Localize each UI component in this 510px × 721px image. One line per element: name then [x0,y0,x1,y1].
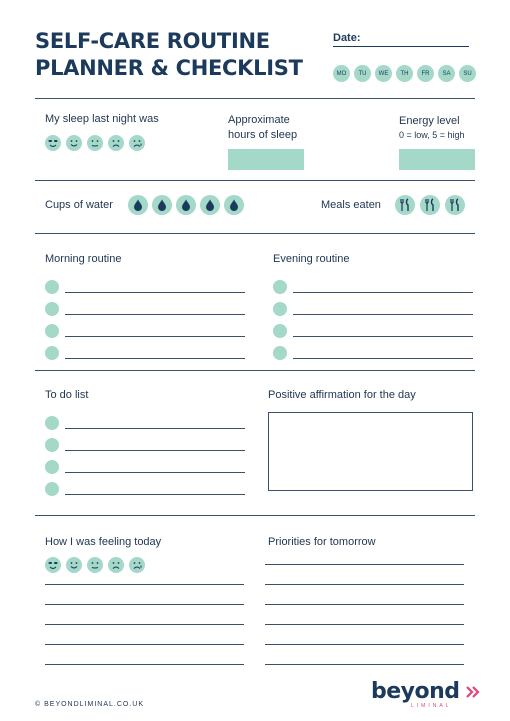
chevrons-right-icon [466,686,480,698]
copyright-text: © BEYONDLIMINAL.CO.UK [35,701,145,708]
write-line[interactable] [65,358,245,359]
water-drop-icon[interactable] [176,195,196,215]
morning-routine-label: Morning routine [45,253,122,265]
divider [35,370,475,371]
water-drop-icon[interactable] [152,195,172,215]
water-drop-icon[interactable] [200,195,220,215]
list-item[interactable] [45,316,245,338]
priorities-write-line[interactable] [265,664,464,665]
logo-subtitle: LIMINAL [411,703,452,709]
checkbox[interactable] [45,438,59,452]
brand-logo [371,681,460,709]
feeling-label: How I was feeling today [45,536,162,548]
todo-list [45,408,245,496]
water-cups [128,195,244,215]
neutral-face-icon[interactable] [87,557,103,573]
page-title [35,28,303,82]
priorities-label: Priorities for tomorrow [268,536,376,548]
cool-face-icon[interactable] [45,135,61,151]
list-item[interactable] [273,316,473,338]
checkbox[interactable] [45,460,59,474]
write-line[interactable] [65,292,245,293]
affirmation-input[interactable] [268,412,473,491]
crying-face-icon[interactable] [129,557,145,573]
list-item[interactable] [45,338,245,360]
checkbox[interactable] [273,280,287,294]
happy-face-icon[interactable] [66,557,82,573]
list-item[interactable] [45,272,245,294]
day-mo[interactable]: MO [333,65,350,82]
cutlery-icon[interactable] [395,195,415,215]
write-line[interactable] [293,358,473,359]
list-item[interactable] [45,408,245,430]
checkbox[interactable] [273,346,287,360]
feeling-write-line[interactable] [45,584,244,585]
crying-face-icon[interactable] [129,135,145,151]
list-item[interactable] [273,338,473,360]
energy-scale: 0 = low, 5 = high [399,130,465,140]
sleep-label: My sleep last night was [45,113,159,125]
checkbox[interactable] [45,416,59,430]
list-item[interactable] [45,294,245,316]
feeling-write-line[interactable] [45,604,244,605]
cutlery-icon[interactable] [445,195,465,215]
priorities-write-line[interactable] [265,564,464,565]
checkbox[interactable] [273,324,287,338]
sleep-mood-faces [45,135,145,151]
meals-eaten [395,195,465,215]
write-line[interactable] [65,450,245,451]
title-line-2: PLANNER & CHECKLIST [35,56,303,80]
day-tu[interactable]: TU [354,65,371,82]
day-we[interactable]: WE [375,65,392,82]
feeling-write-line[interactable] [45,664,244,665]
checkbox[interactable] [45,280,59,294]
divider [35,98,475,99]
energy-level-input[interactable] [399,149,475,170]
date-field[interactable] [333,46,469,47]
feeling-write-line[interactable] [45,624,244,625]
logo-wordmark: beyond [371,679,460,704]
day-sa[interactable]: SA [438,65,455,82]
date-label: Date: [333,32,361,44]
checkbox[interactable] [273,302,287,316]
day-su[interactable]: SU [459,65,476,82]
evening-routine-list [273,272,473,360]
write-line[interactable] [65,494,245,495]
write-line[interactable] [293,336,473,337]
affirmation-label: Positive affirmation for the day [268,389,416,401]
list-item[interactable] [45,430,245,452]
energy-label: Energy level [399,115,460,127]
divider [35,515,475,516]
divider [35,180,475,181]
title-line-1: SELF-CARE ROUTINE [35,29,270,53]
sleep-hours-label-line2: hours of sleep [228,129,298,141]
divider [35,233,475,234]
weekday-selector [333,65,476,82]
write-line[interactable] [293,314,473,315]
priorities-write-line[interactable] [265,584,464,585]
write-line[interactable] [293,292,473,293]
list-item[interactable] [273,272,473,294]
cutlery-icon[interactable] [420,195,440,215]
day-th[interactable]: TH [396,65,413,82]
cool-face-icon[interactable] [45,557,61,573]
checkbox[interactable] [45,346,59,360]
priorities-write-line[interactable] [265,644,464,645]
feeling-write-line[interactable] [45,644,244,645]
priorities-write-line[interactable] [265,604,464,605]
sleep-hours-input[interactable] [228,149,304,170]
list-item[interactable] [45,452,245,474]
water-drop-icon[interactable] [224,195,244,215]
priorities-write-line[interactable] [265,624,464,625]
sad-face-icon[interactable] [108,135,124,151]
write-line[interactable] [65,428,245,429]
checkbox[interactable] [45,302,59,316]
evening-routine-label: Evening routine [273,253,350,265]
checkbox[interactable] [45,482,59,496]
checkbox[interactable] [45,324,59,338]
list-item[interactable] [45,474,245,496]
neutral-face-icon[interactable] [87,135,103,151]
sleep-hours-label [228,113,297,143]
morning-routine-list [45,272,245,360]
meals-label: Meals eaten [321,199,381,211]
write-line[interactable] [65,336,245,337]
todo-label: To do list [45,389,89,401]
happy-face-icon[interactable] [66,135,82,151]
feeling-mood-faces [45,557,145,573]
list-item[interactable] [273,294,473,316]
sleep-hours-label-line1: Approximate [228,114,290,126]
write-line[interactable] [65,472,245,473]
day-fr[interactable]: FR [417,65,434,82]
write-line[interactable] [65,314,245,315]
water-label: Cups of water [45,199,113,211]
water-drop-icon[interactable] [128,195,148,215]
sad-face-icon[interactable] [108,557,124,573]
